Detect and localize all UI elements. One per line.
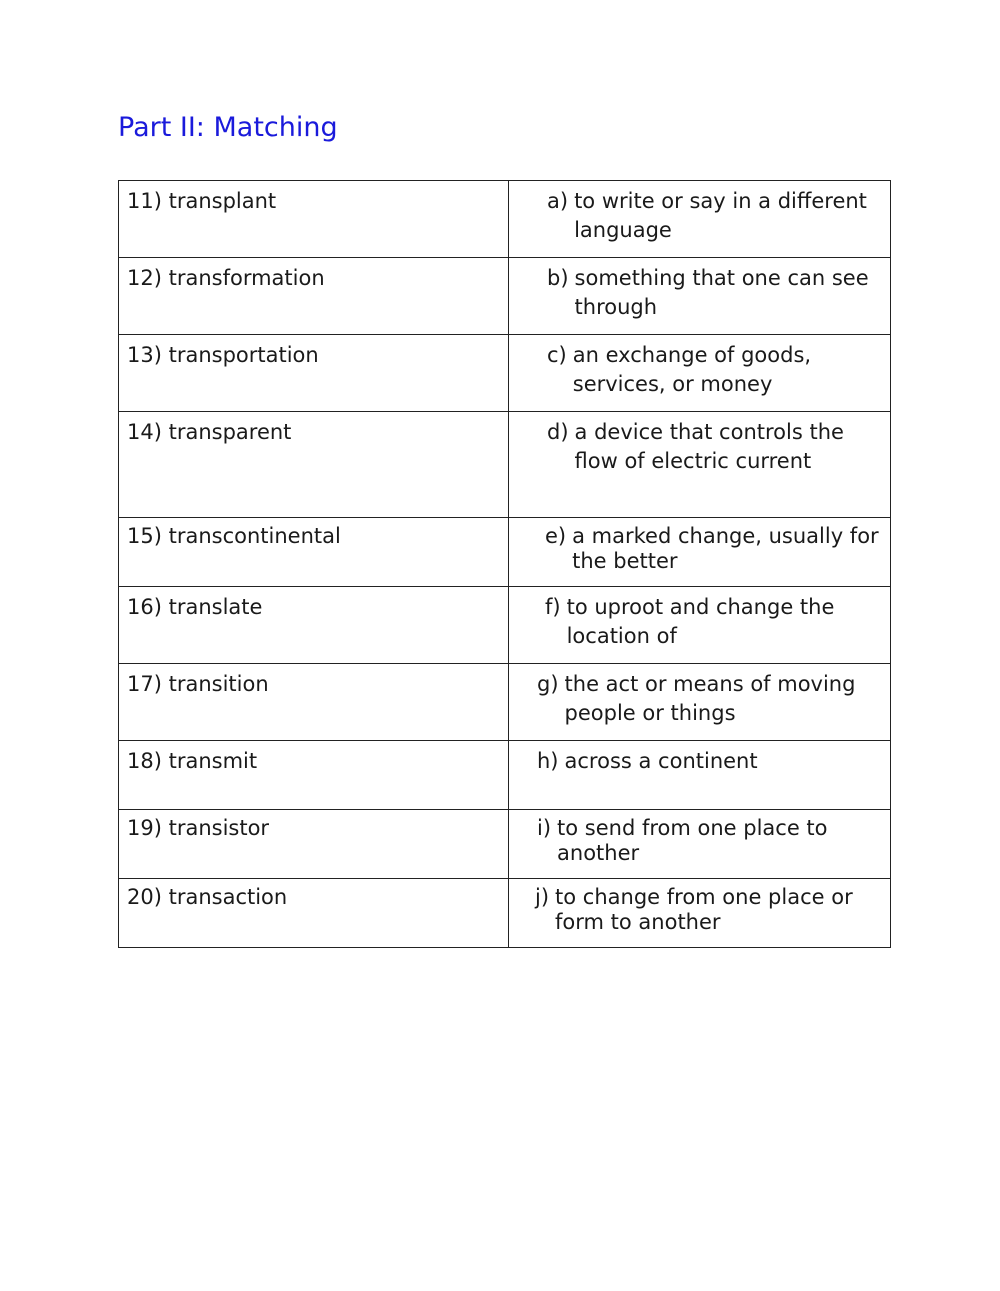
definition-letter: f) [545,595,561,619]
table-row [119,810,891,879]
table-row [119,335,891,412]
definition-text: across a continent [564,749,758,773]
definition-letter: g) [537,672,559,696]
definition-cell [509,412,891,518]
table-row [119,587,891,664]
definition-cell [509,181,891,258]
definition-letter: c) [547,343,567,367]
term-cell: 12) transformation [119,258,509,335]
definition-text: the act or means of moving people or things [564,672,856,725]
definition-cell [509,587,891,664]
term-cell: 20) transaction [119,879,509,948]
definition-text: to write or say in a different language [574,189,867,242]
definition-text: to send from one place to another [557,816,828,865]
table-row [119,518,891,587]
definition-letter: j) [535,885,550,909]
definition-cell [509,335,891,412]
table-row [119,412,891,518]
definition-letter: h) [537,749,559,773]
definition-text: to change from one place or form to another [555,885,853,934]
matching-table [118,180,891,948]
page-title: Part II: Matching [118,112,338,143]
definition-cell [509,741,891,810]
table-row [119,181,891,258]
definition-cell [509,810,891,879]
definition-text: an exchange of goods, services, or money [572,343,812,396]
definition-text: a marked change, usually for the better [572,524,879,573]
term-cell: 16) translate [119,587,509,664]
definition-letter: b) [547,266,569,290]
definition-letter: i) [537,816,552,840]
definition-text: to uproot and change the location of [566,595,835,648]
term-cell: 13) transportation [119,335,509,412]
definition-cell [509,879,891,948]
definition-cell [509,258,891,335]
definition-cell [509,518,891,587]
table-row [119,664,891,741]
definition-letter: d) [547,420,569,444]
definition-letter: e) [545,524,567,548]
term-cell: 19) transistor [119,810,509,879]
definition-text: a device that controls the flow of electric current [574,420,844,473]
term-cell: 15) transcontinental [119,518,509,587]
table-row [119,879,891,948]
definition-text: something that one can see through [574,266,869,319]
definition-cell [509,664,891,741]
term-cell: 11) transplant [119,181,509,258]
table-row [119,258,891,335]
table-row [119,741,891,810]
term-cell: 14) transparent [119,412,509,518]
definition-letter: a) [547,189,569,213]
term-cell: 18) transmit [119,741,509,810]
term-cell: 17) transition [119,664,509,741]
